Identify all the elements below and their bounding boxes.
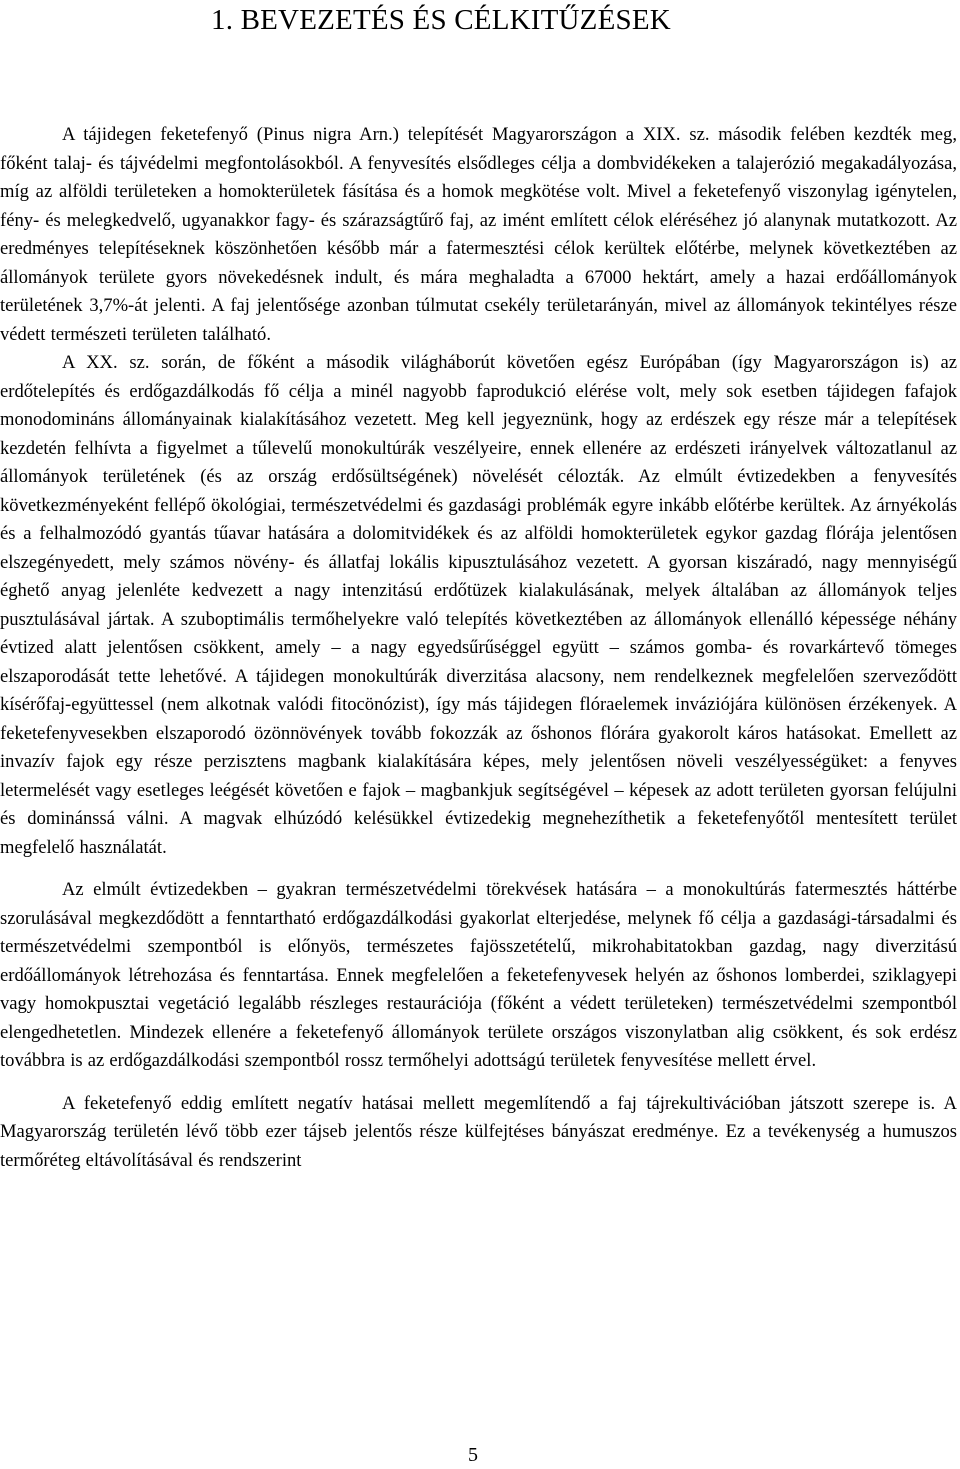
paragraph-3: Az elmúlt évtizedekben – gyakran természetvédelmi törekvések hatására – a monokultúrás fatermesztés háttérbe szorulásával megkezdődött a fenntartható erdőgazdálkodási gyakorlat elterjedése, melynek fő célja a gazdasági-társadalmi és természetvédelmi szempontból is előnyös, természetes fajösszetételű, mikrohabitatokban gazdag, nagy diverzitású erdőállományok létrehozása és fenntartása. Ennek megfelelően a feketefenyvesek helyén az őshonos lomberdei, sziklagyepi vagy homokpusztai vegetáció legalább részleges restaurációja (főként a védett területeken) természetvédelmi szempontból elengedhetetlen. Mindezek ellenére a feketefenyő állományok területe országos viszonylatban alig csökkent, és sok erdész továbbra is az erdőgazdálkodási szempontból rossz termőhelyi adottságú területek fenyvesítése mellett érvel. [0, 879, 957, 1071]
chapter-title: 1. BEVEZETÉS ÉS CÉLKITŰZÉSEK [211, 4, 671, 36]
document-body [0, 121, 957, 1175]
page-number: 5 [468, 1444, 478, 1466]
paragraph-1: A tájidegen feketefenyő (Pinus nigra Arn.) telepítését Magyarországon a XIX. sz. második felében kezdték meg, főként talaj- és tájvédelmi megfontolásokból. A fenyvesítés elsődleges célja a dombvidékeken a talajerózió megakadályozása, míg az alföldi területeken a homokterületek fásítása és a homok megkötése volt. Mivel a feketefenyő viszonylag igénytelen, fény- és melegkedvelő, ugyanakkor fagy- és szárazságtűrő faj, az imént említett célok eléréséhez jó alanynak mutatkozott. Az eredményes telepítéseknek köszönhetően később már a fatermesztési célok kerültek előtérbe, melynek következtében az állományok területe gyors növekedésnek indult, és mára meghaladta a 67000 hektárt, amely a hazai erdőállományok területének 3,7%-át jelenti. A faj jelentősége azonban túlmutat csekély területarányán, mivel az állományok tekintélyes része védett természeti területen található. [0, 124, 957, 345]
paragraph-4: A feketefenyő eddig említett negatív hatásai mellett megemlítendő a faj tájrekultivációban játszott szerepe is. A Magyarország területén lévő több ezer tájseb jelentős része külfejtéses bányászat eredménye. Ez a tevékenység a humuszos termőréteg eltávolításával és rendszerint [0, 1092, 957, 1171]
paragraph-2: A XX. sz. során, de főként a második világháborút követően egész Európában (így Magyarországon is) az erdőtelepítés és erdőgazdálkodás fő célja a minél nagyobb faprodukció elérése volt, mely sok esetben tájidegen fafajok monodomináns állományainak kialakításához vezetett. Meg kell jegyeznünk, hogy az erdészek egy része már a telepítések kezdetén felhívta a figyelmet a tűlevelű monokultúrák veszélyeire, ennek ellenére az erdészeti irányelvek változatlanul az állományok területének (és az ország erdősültségének) növelését célozták. Az elmúlt évtizedekben a fenyvesítés következményeként fellépő ökológiai, természetvédelmi és gazdasági problémák egyre inkább előtérbe kerültek. Az árnyékolás és a felhalmozódó gyantás tűavar hatására a dolomitvidékek és az alföldi homokterületek egykor gazdag flórája jelentősen elszegényedett, mely számos növény- és állatfaj lokális kipusztulásához vezetett. A gyorsan kiszáradó, nagy mennyiségű éghető anyag jelenléte kedvezett a nagy intenzitású erdőtüzek kialakulásának, melyek általában az állományok teljes pusztulásával jártak. A szuboptimális termőhelyekre való telepítés következtében az állományok ellenálló képessége néhány évtized alatt jelentősen csökkent, amely – a nagy egyedsűrűséggel együtt – számos gomba- és rovarkártevő tömeges elszaporodását tette lehetővé. A tájidegen monokultúrák diverzitása alacsony, nem rendelkeznek megfelelően szerveződött kísérőfaj-együttessel (nem alkotnak valódi fitocönózist), így más tájidegen flóraelemek inváziójára különösen érzékenyek. A feketefenyvesekben elszaporodó özönnövények tovább fokozzák az őshonos flórára gyakorolt káros hatásokat. Emellett az invazív fajok egy része perzisztens magbank kialakítására képes, mely jelentősen növeli veszélyességüket: a fenyves letermelését vagy esetleges leégését követően e fajok – magbankjuk segítségével – képesek az adott területen gyorsan felújulni és dominánssá válni. A magvak elhúzódó kelésükkel évtizedekig megnehezíthetik a feketefenyőtől mentesített terület megfelelő használatát. [0, 352, 957, 858]
